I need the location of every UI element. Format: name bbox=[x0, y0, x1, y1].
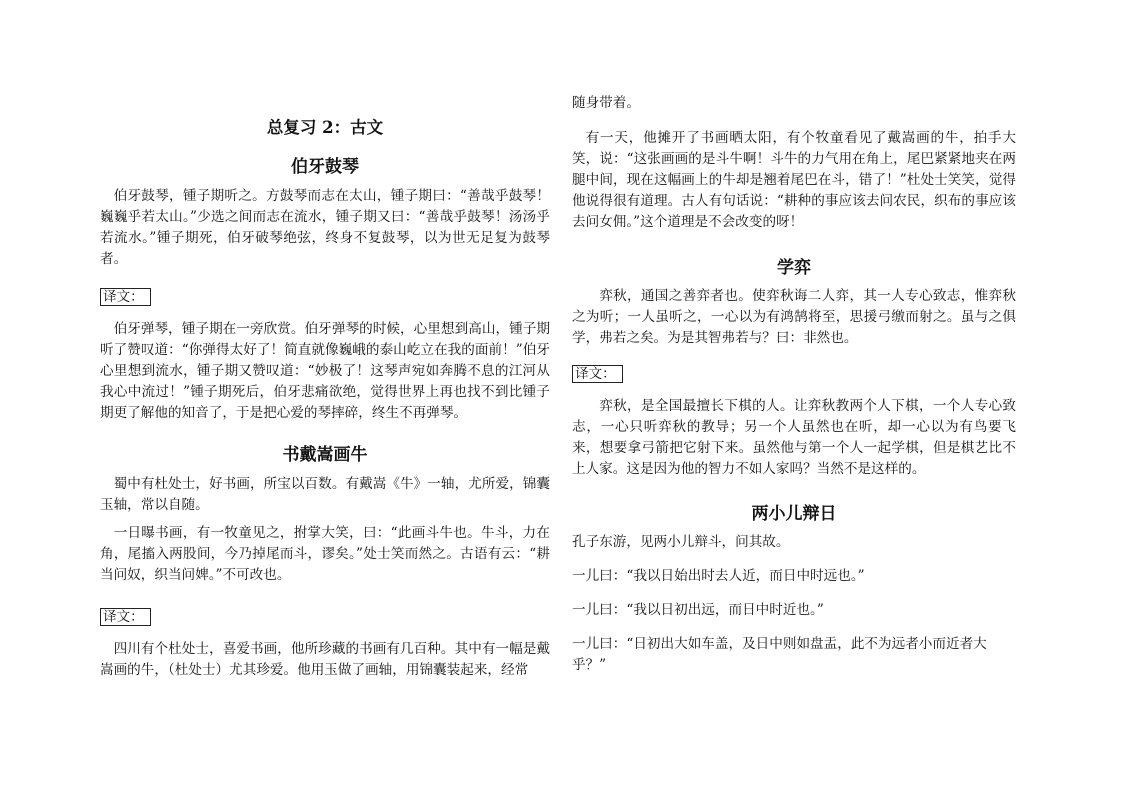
shudaisong-original-2: 一日曝书画，有一牧童见之，拊掌大笑，曰：“此画斗牛也。牛斗，力在角，尾搐入两股间，今乃掉尾而斗，谬矣。”处士笑而然之。古语有云：“耕当问奴，织当问婢。”不可改也。 bbox=[100, 525, 550, 583]
translation-label-3: 译文： bbox=[572, 365, 623, 383]
xueyi-original: 弈秋，通国之善弈者也。使弈秋诲二人弈，其一人专心致志，惟弈秋之为听；一人虽听之，一心以为有鸿鹄将至，思援弓缴而射之。虽与之俱学，弗若之矣。为是其智弗若与？曰：非然也。 bbox=[572, 288, 1016, 346]
shudaisong-translation-cont: 随身带着。 bbox=[572, 95, 640, 111]
section-title-xueyi: 学弈 bbox=[777, 258, 811, 278]
section-boyaguqin bbox=[100, 152, 550, 177]
liangxiaoer-line-3: 一儿曰：“我以日初出远，而日中时近也。” bbox=[572, 602, 824, 618]
section-title-liangxiaoer: 两小儿辩日 bbox=[751, 504, 837, 524]
shudaisong-translation-1: 四川有个杜处士，喜爱书画，他所珍藏的书画有几百种。其中有一幅是戴嵩画的牛，（杜处士）尤其珍爱。他用玉做了画轴，用锦囊装起来，经常 bbox=[100, 641, 550, 678]
liangxiaoer-line-2: 一儿曰：“我以日始出时去人近，而日中时远也。” bbox=[572, 568, 865, 584]
doc-title: 总复习 2：古文 bbox=[266, 118, 384, 137]
translation-label-1: 译文： bbox=[100, 288, 151, 306]
liangxiaoer-line-4: 一儿曰：“日初出大如车盖，及日中则如盘盂，此不为远者小而近者大乎？” bbox=[572, 636, 987, 673]
xueyi-translation: 弈秋，是全国最擅长下棋的人。让弈秋教两个人下棋，一个人专心致志，一心只听弈秋的教导；另一个人虽然也在听，却一心以为有鸟要飞来，想要拿弓箭把它射下来。虽然他与第一个人一起学棋，但是棋艺比不上人家。这是因为他的智力不如人家吗？当然不是这样的。 bbox=[572, 398, 1016, 477]
liangxiaoer-line-1: 孔子东游，见两小儿辩斗，问其故。 bbox=[572, 534, 790, 550]
shudaisong-translation-2: 有一天，他摊开了书画晒太阳，有个牧童看见了戴嵩画的牛，拍手大笑，说：“这张画画的是斗牛啊！斗牛的力气用在角上，尾巴紧紧地夹在两腿中间，现在这幅画上的牛却是翘着尾巴在斗，错了！”杜处士笑笑，觉得他说得很有道理。古人有句话说：“耕种的事应该去问农民，织布的事应该去问女佣。”这个道理是不会改变的呀！ bbox=[572, 130, 1016, 230]
section-title-shudaisong: 书戴嵩画牛 bbox=[282, 445, 368, 465]
section-shudaisong bbox=[100, 440, 550, 465]
section-title-boyaguqin: 伯牙鼓琴 bbox=[291, 157, 359, 177]
boyaguqin-translation: 伯牙弹琴，锺子期在一旁欣赏。伯牙弹琴的时候，心里想到高山，锺子期听了赞叹道：“你弹得太好了！简直就像巍峨的泰山屹立在我的面前！”伯牙心里想到流水，锺子期又赞叹道：“妙极了！这琴声宛如奔腾不息的江河从我心中流过！”锺子期死后，伯牙悲痛欲绝，觉得世界上再也找不到比锺子期更了解他的知音了，于是把心爱的琴摔碎，终生不再弹琴。 bbox=[100, 321, 550, 421]
section-liangxiaoer bbox=[572, 499, 1016, 524]
doc-title-block bbox=[100, 114, 550, 138]
section-xueyi bbox=[572, 253, 1016, 278]
boyaguqin-original: 伯牙鼓琴，锺子期听之。方鼓琴而志在太山，锺子期曰：“善哉乎鼓琴！巍巍乎若太山。”少选之间而志在流水，锺子期又曰：“善哉乎鼓琴！汤汤乎若流水。”锺子期死，伯牙破琴绝弦，终身不复鼓琴，以为世无足复为鼓琴者。 bbox=[100, 188, 550, 267]
translation-label-2: 译文： bbox=[100, 608, 151, 626]
shudaisong-original-1: 蜀中有杜处士，好书画，所宝以百数。有戴嵩《牛》一轴，尤所爱，锦囊玉轴，常以自随。 bbox=[100, 476, 550, 513]
